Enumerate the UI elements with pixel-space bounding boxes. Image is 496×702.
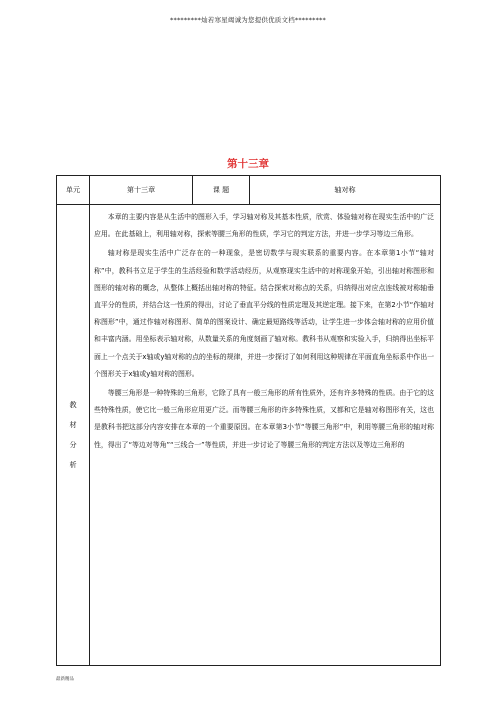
unit-label: 单元 <box>57 176 90 205</box>
unit-value: 第十三章 <box>90 176 193 205</box>
analysis-content <box>90 205 441 666</box>
analysis-paragraph-2: 轴对称是现实生活中广泛存在的一种现象，是密切数学与现实联系的重要内容。在本章第1小节“轴对称”中，教科书立足于学生的生活经验和数学活动经历，从观察现实生活中的对称现象开始，引出轴对称图形和图形的轴对称的概念，从整体上概括出轴对称的特征。结合探索对称点的关系，归纳得出对应点连线被对称轴垂直平分的性质，并结合这一性质的得出，讨论了垂直平分线的性质定理及其逆定理。接下来，在第2小节“作轴对称图形”中，通过作轴对称图形、简单的图案设计、确定最短路线等活动，让学生进一步体会轴对称的应用价值和丰富内涵。用坐标表示轴对称，从数量关系的角度刻画了轴对称。教科书从观察和实验入手，归纳得出坐标平面上一个点关于x轴或y轴对称的点的坐标的规律，并进一步探讨了如何利用这种规律在平面直角坐标系中作出一个图形关于x轴或y轴对称的图形。 <box>94 249 434 378</box>
document-header-note: *********灿若寒星竭诚为您提供优质文档********* <box>170 16 326 24</box>
analysis-label-char: 析 <box>69 460 77 469</box>
analysis-label <box>57 205 90 666</box>
topic-value: 轴对称 <box>250 176 441 205</box>
footer-note: 最新精品 <box>56 677 74 682</box>
table-header-row <box>57 176 441 205</box>
analysis-label-char: 材 <box>69 420 77 429</box>
topic-label: 课 题 <box>193 176 250 205</box>
analysis-label-char: 教 <box>69 400 77 409</box>
chapter-title: 第十三章 <box>227 158 269 170</box>
analysis-row <box>57 205 441 666</box>
analysis-paragraph-1: 本章的主要内容是从生活中的图形入手，学习轴对称及其基本性质，欣赏、体验轴对称在现实生活中的广泛应用。在此基础上，利用轴对称，探索等腰三角形的性质，学习它的判定方法，并进一步学习等边三角形。 <box>94 213 434 239</box>
lesson-plan-table <box>56 175 441 666</box>
analysis-paragraph-3: 等腰三角形是一种特殊的三角形，它除了具有一般三角形的所有性质外，还有许多特殊的性质。由于它的这些特殊性质，使它比一般三角形应用更广泛。而等腰三角形的许多特殊性质，又都和它是轴对称图形有关，这也是教科书把这部分内容安排在本章的一个重要原因。在本章第3小节“等腰三角形”中，利用等腰三角形的轴对称性，得出了“等边对等角”“三线合一”等性质，并进一步讨论了等腰三角形的判定方法以及等边三角形的 <box>94 389 434 449</box>
analysis-label-char: 分 <box>69 440 77 449</box>
